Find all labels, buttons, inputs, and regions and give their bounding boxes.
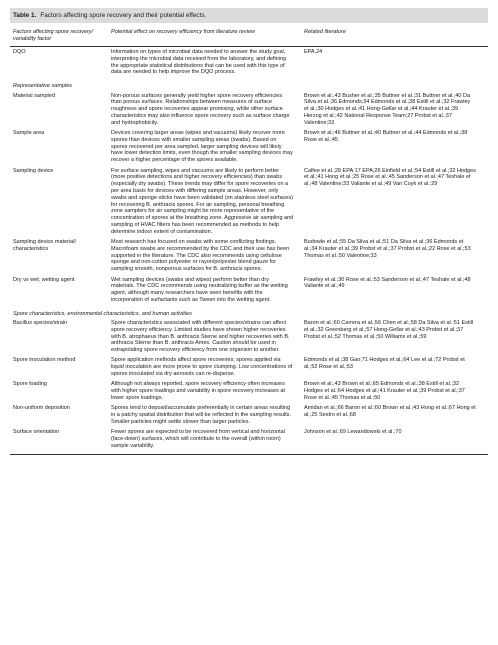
literature-cell: Brown et al.;43 Brown et al.;65 Edmonds et al.;38 Estill et al.;32 Hodges et al.;64 Hodges et al.;41 Krauter et al.;39 Probst et al.;37 Rose et al.;45 Thomas et al.;50 (304, 381, 465, 401)
factor-cell: Sample area (13, 130, 45, 137)
table-row (10, 403, 488, 427)
factor-cell: Sampling device material/ characteristics (13, 239, 76, 252)
factor-cell: Spore loading (13, 381, 47, 388)
table-row (10, 128, 488, 165)
literature-cell: Baron et al.;60 Carrera et al.;56 Chen et al.;58 Da Silva et al.;51 Estill et al.;32 Greenberg et al.;57 Hong-Gellar et al.;43 Probst et al.;37 Probst et al.;52 Thomas et al.;50 Williams et al.;59 (304, 319, 474, 340)
table-caption (10, 8, 488, 23)
literature-cell: Amidan et al.;66 Baron et al.;60 Brown et al.;43 Hong et al.;67 Hong et al.;25 Sextro et al.;68 (304, 405, 476, 419)
section-heading: Representative samples (13, 83, 73, 90)
effect-cell: Most research has focused on swabs with some conflicting findings. Macrofoam swabs are recommended by the CDC and their use has been supported in the literature. The CDC also recommends using cellulose sponge and non-cotton polyester or rayon/polyester blend gauze for sampling smooth, nonporous surfaces for B. anthracis spores. (111, 239, 290, 273)
effect-cell: For surface sampling, wipes and vacuums are likely to perform better (more positive detections and higher recovery efficiencies) than swabs (especially dry swabs). These trends may differ for spore recoveries on a per area basis for devices with differing sample areas. However, only swabs and sponge-sticks have been validated (on stainless steel surfaces) for recovering B. anthracis spores. For air sampling, personal breathing zone samplers for air sampling might be more representative of the concentration of spores at the breathing zone. Aggressive air sampling and sampling of HVAC filters has been recommended as methods to help determine indoor extent of contamination. (111, 167, 294, 235)
table-body (10, 47, 488, 451)
factor-cell: Material sampled (13, 92, 55, 99)
effect-cell: Devices covering larger areas (wipes and vacuums) likely recover more spores than devices with smaller sampling areas (swabs). Based on spores recovered per area sampled, larger sampling devices will likely have lower detection limits, even though the smaller sampling devices may recover a higher percentage of the spores available. (111, 130, 293, 164)
table-row (10, 47, 488, 78)
effect-cell: Information on types of microbial data needed to answer the study goal, interpreting the microbial data received from the laboratory, and defining the appropriate statistical distributions that can be used with this type of data are needed to help improve the DQO process. (111, 49, 287, 76)
factor-cell: Surface orientation (13, 429, 60, 436)
effect-cell: Non-porous surfaces generally yield higher spore recovery efficiencies than porous surfaces. Relationships between measures of surface roughness and spore recoveries appear promising, while other surface characteristics may also influence spore recovery such as surface charge and hydrophobicity. (111, 92, 290, 126)
factors-table (10, 27, 488, 455)
table-row (10, 317, 488, 354)
literature-cell: Brown et al.;46 Buttner et al.;40 Buttner et al.;44 Edmonds et al.;38 Rose et al.;45 (304, 130, 468, 143)
table-row (10, 427, 488, 451)
header-literature: Related literature (304, 29, 346, 35)
section-heading: Spore characteristics, environmental characteristics, and human activities (13, 310, 192, 317)
table-row (10, 165, 488, 236)
table-row (10, 355, 488, 379)
literature-cell: Edmonds et al.;38 Gao;71 Hodges et al.;64 Lee et al.;72 Probst et al.;52 Rose et al.;53 (304, 357, 465, 371)
literature-cell: Johnson et al.;69 Lewandowski et al.;70 (304, 429, 402, 436)
literature-cell: EPA,24 (304, 49, 323, 56)
table-bottom-rule (10, 454, 488, 455)
literature-cell: Budowle et al.;55 Da Silva et al.;51 Da Silva et al.;36 Edmonds et al.;34 Krauter et al.;39 Probst et al.;37 Probst et al.;22 Rose et al.;53 Thomas et al.;50 Valentine;33 (304, 239, 471, 259)
factor-cell: Spore inoculation method (13, 357, 76, 364)
table-row (10, 379, 488, 403)
table-row (10, 237, 488, 274)
effect-cell: Spore application methods affect spore recoveries; spores applied via liquid inoculation are more prone to spore clumping. Low concentrations of spores inoculated via dry aerosols can re-disperse. (111, 357, 293, 378)
header-effect: Potential effect on recovery efficiency from literature review (111, 29, 255, 35)
literature-cell: Brown et al.;43 Busher et al.;35 Buttner et al.;31 Buttner et al.;40 Da Silva et al.;36 Edmonds;34 Edmonds et al.;38 Estill et al.;32 Frawley et al.;30 Hodges et al.;41 Hong-Gellar et al.;44 Krauter et al.;39 Herzog et al.;42 National Response Team;27 Probst et al.;37 Valentine;33 (304, 92, 471, 126)
effect-cell: Spore characteristics associated with different species/strains can affect spore recovery efficiency. Limited studies have shown higher recoveries with B. atrophaeus than B. anthracis Sterne and higher recoveries with B. anthracis Sterne than B. anthracis Ames. Caution should be used in extrapolating spore recovery efficiency from one organism to another. (111, 319, 290, 354)
factor-cell: Non-uniform deposition (13, 405, 70, 412)
effect-cell: Fewer spores are expected to be recovered from vertical and horizontal (face-down) surfaces, which will contribute to the overall (within room) sample variability. (111, 429, 285, 449)
factor-cell: DQO (13, 49, 26, 56)
table-header-row (10, 27, 488, 47)
table-label: Table 1. (13, 12, 37, 19)
effect-cell: Although not always reported, spore recovery efficiency often increases with higher spore loadings and variability in spore recovery increases at lower spore loadings. (111, 381, 285, 401)
table-title: Factors affecting spore recovery and their potential effects. (40, 12, 207, 19)
effect-cell: Wet sampling devices (swabs and wipes) perform better than dry materials. The CDC recommends using neutralizing buffer as the wetting agent, although many researchers have seen benefits with the incorporation of surfactants such as Tween into the wetting agent. (111, 276, 288, 303)
factor-cell: Bacillus species/strain (13, 319, 68, 326)
factor-cell: Sampling device (13, 167, 54, 174)
effect-cell: Spores tend to deposit/accumulate preferentially in certain areas resulting in a patchy spatial distribution that will be reflected in the sampling results. Smaller particles might settle slower than larger particles. (111, 405, 292, 425)
factor-cell: Dry vs wet; wetting agent (13, 276, 75, 283)
table-row (10, 274, 488, 305)
header-factor: Factors affecting spore recovery/ variability factor (13, 29, 94, 42)
table-row (10, 90, 488, 127)
literature-cell: Calfee et al.;28 EPA;17 EPA;26 Einfield et al.;54 Estill et al.;32 Hodges et al.;41 Hong et al.;25 Rose et al.;45 Sanderson et al.;47 Teshale et al.;48 Valentine;33 Valiante et al.;49 Van Cuyk et al.;29 (304, 167, 476, 188)
literature-cell: Frawley et al.;30 Rose et al.;53 Sanderson et al.;47 Teshale et al.;48 Valiante et al.;49 (304, 276, 471, 290)
